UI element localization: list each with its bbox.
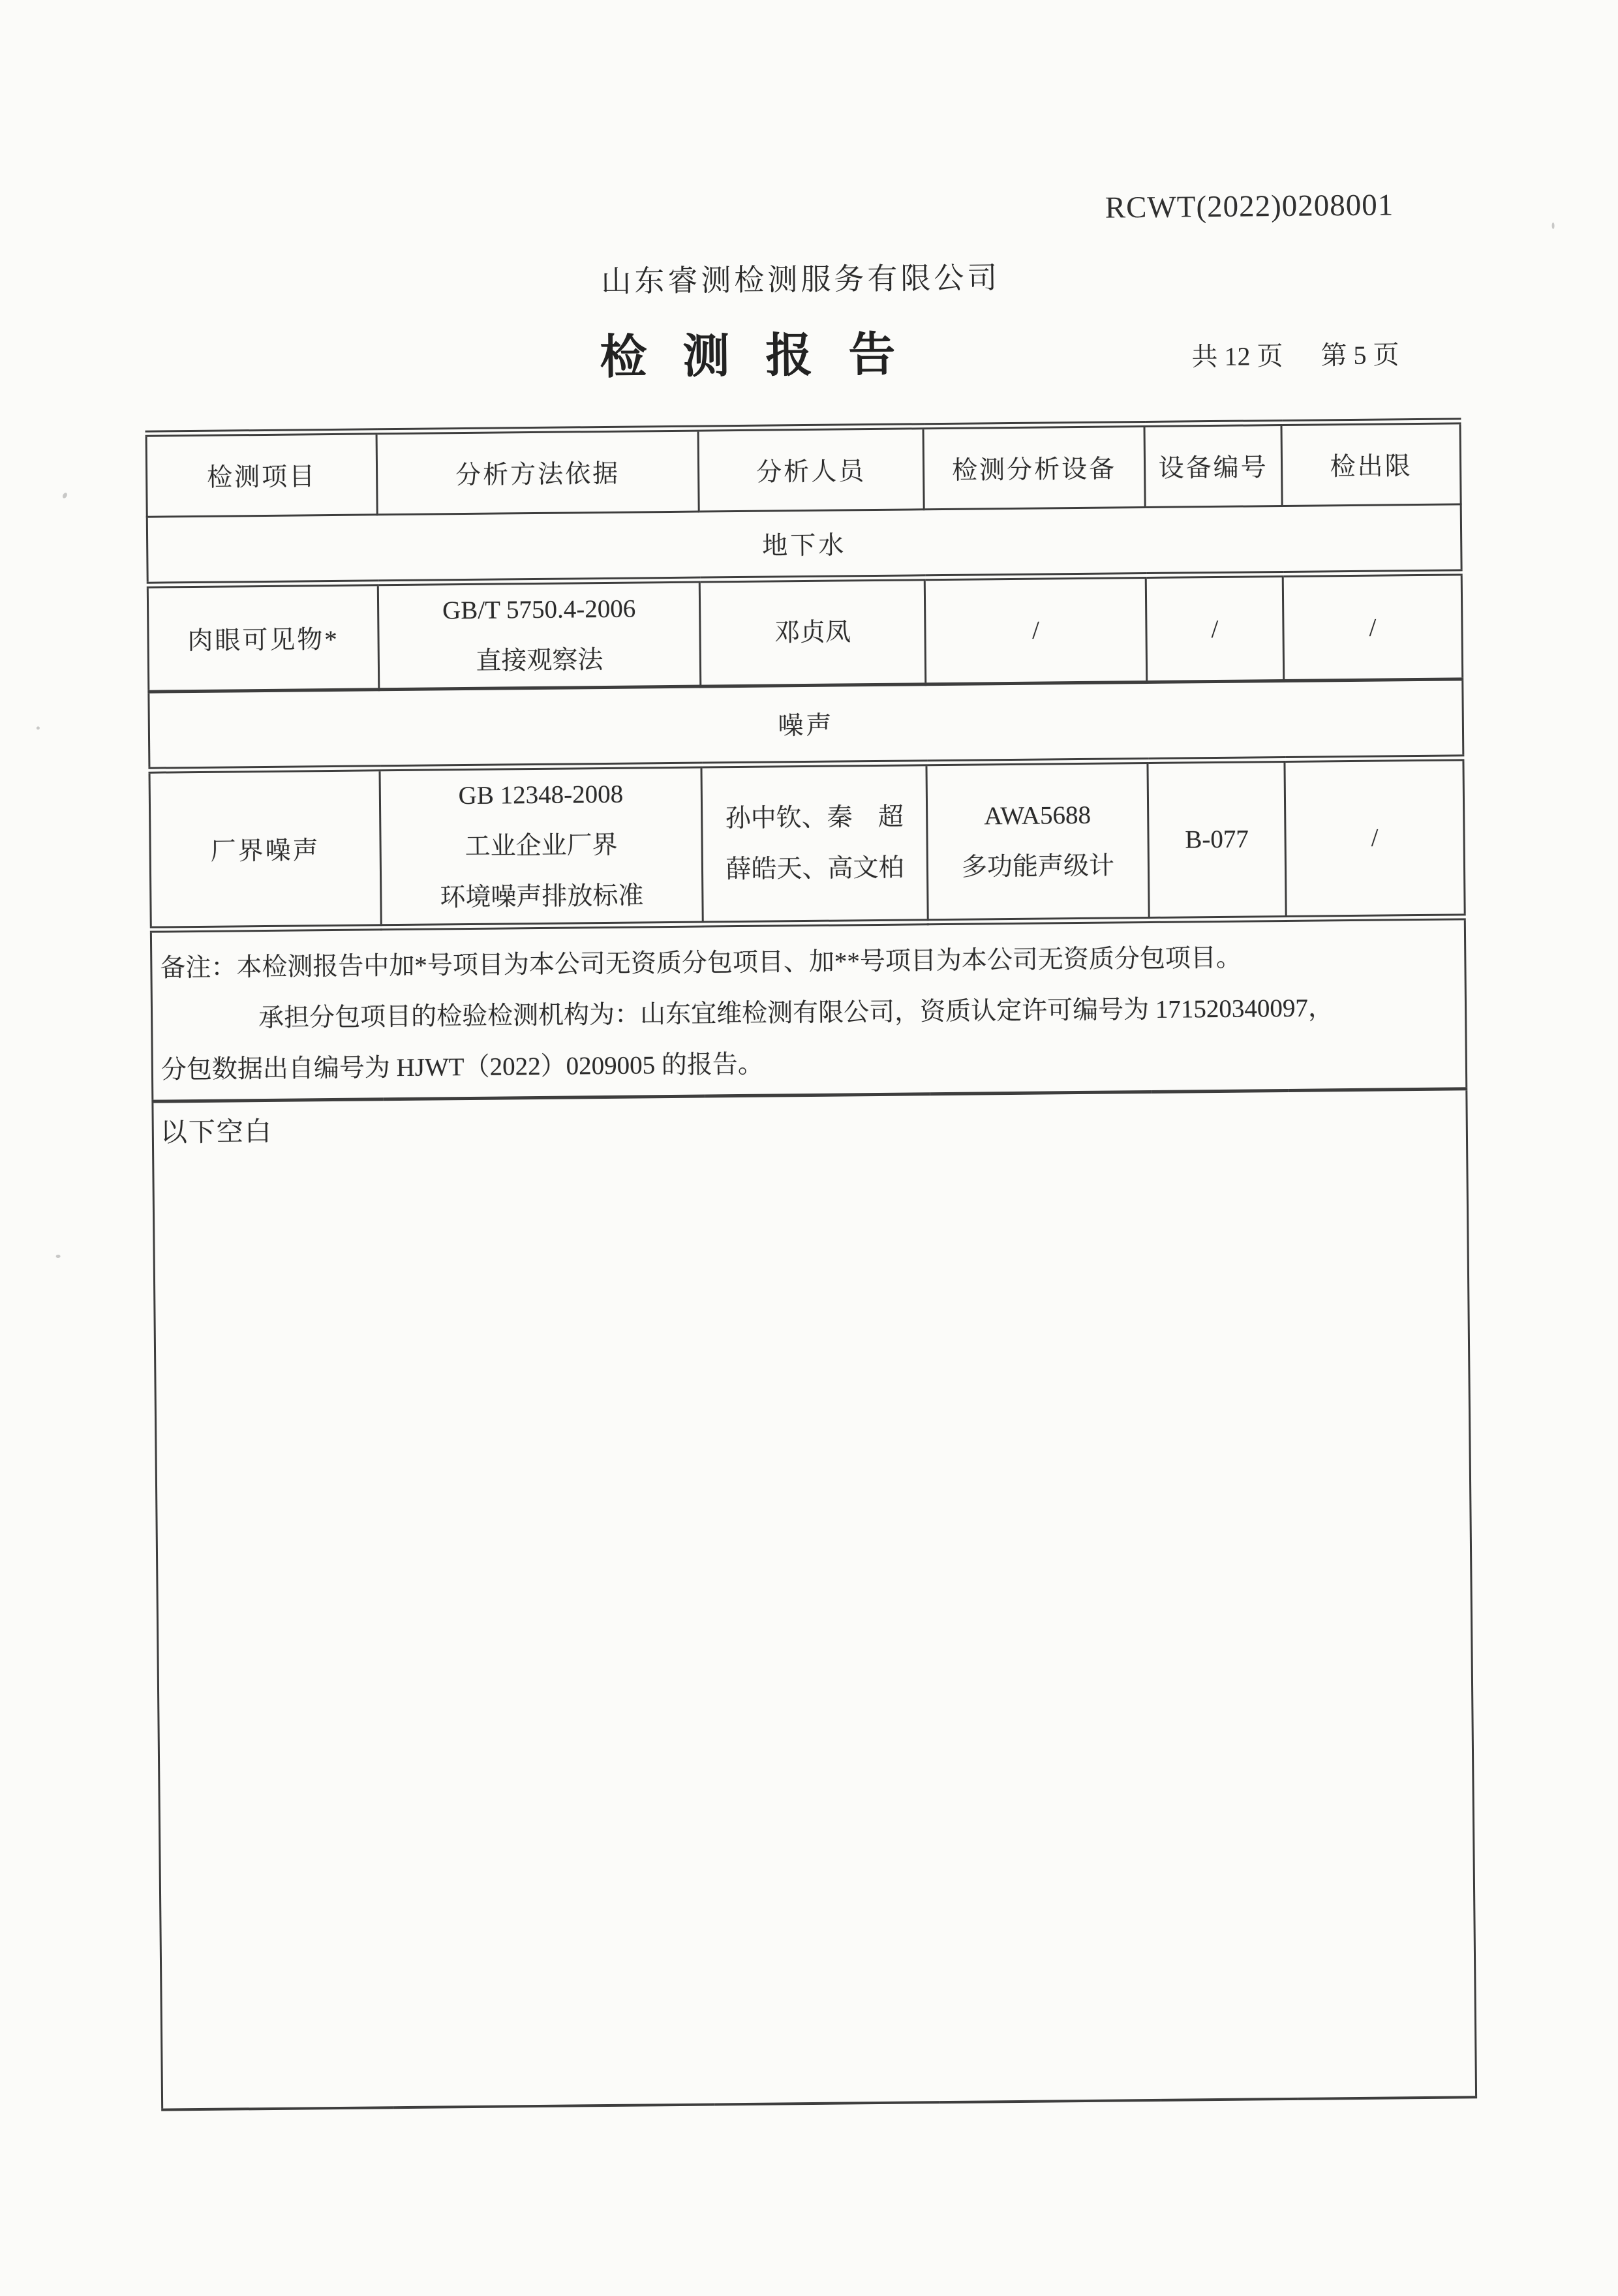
cell-equipment-no: / [1146, 574, 1284, 682]
cell-equipment: / [924, 575, 1147, 684]
col-header-test-item: 检测项目 [146, 431, 377, 516]
table-row [149, 758, 1465, 929]
pages-total: 共 12 页 [1191, 341, 1283, 372]
company-name: 山东睿测检测服务有限公司 [601, 261, 1001, 298]
cell-test-item: 肉眼可见物* [147, 583, 379, 692]
scan-speck [37, 726, 40, 729]
cell-method-basis: GB 12348-2008 工业企业厂界 环境噪声排放标准 [380, 765, 703, 927]
remark-cell [151, 917, 1466, 1101]
title-row [0, 309, 1611, 388]
scan-speck [56, 1255, 61, 1258]
remark-row [151, 917, 1466, 1101]
section-label-noise: 噪声 [149, 679, 1463, 770]
section-label-groundwater: 地下水 [147, 504, 1461, 585]
col-header-analysts: 分析人员 [698, 426, 924, 511]
report-number: RCWT(2022)0208001 [1105, 188, 1394, 225]
table-header-row [146, 421, 1461, 516]
scan-speck [62, 492, 69, 499]
cell-detection-limit: / [1285, 758, 1465, 919]
col-header-equipment-no: 设备编号 [1144, 423, 1282, 507]
test-report-table [145, 418, 1477, 2111]
page-info [1191, 334, 1399, 373]
blank-below-note: 以下空白 [160, 1116, 273, 1148]
blank-row [153, 1088, 1476, 2109]
report-title: 检测报告 [600, 328, 932, 384]
cell-analysts: 孙中钦、秦 超 薛皓天、高文柏 [701, 763, 928, 924]
remark-line-2: 承担分包项目的检验检测机构为：山东宜维检测有限公司，资质认定许可编号为 171520340097， [258, 993, 1334, 1032]
col-header-equipment: 检测分析设备 [923, 424, 1145, 509]
section-row-groundwater [147, 504, 1461, 585]
cell-method-basis: GB/T 5750.4-2006 直接观察法 [378, 580, 701, 690]
remark-line-3: 分包数据出自编号为 HJWT（2022）0209005 的报告。 [160, 1050, 764, 1084]
cell-analysts: 邓贞凤 [699, 577, 926, 686]
remark-line-1: 备注：本检测报告中加*号项目为本公司无资质分包项目、加**号项目为本公司无资质分包项目。 [160, 943, 1242, 983]
section-row-noise [149, 679, 1463, 770]
cell-equipment: AWA5688 多功能声级计 [926, 760, 1149, 921]
table-row [147, 572, 1462, 692]
col-header-method-basis: 分析方法依据 [376, 429, 699, 515]
cell-equipment-no: B-077 [1148, 759, 1286, 919]
blank-area [153, 1088, 1476, 2109]
page-current: 第 5 页 [1320, 340, 1399, 371]
cell-detection-limit: / [1283, 572, 1463, 681]
col-header-detection-limit: 检出限 [1281, 421, 1461, 506]
cell-test-item: 厂界噪声 [149, 768, 381, 929]
scan-speck [1552, 222, 1555, 229]
